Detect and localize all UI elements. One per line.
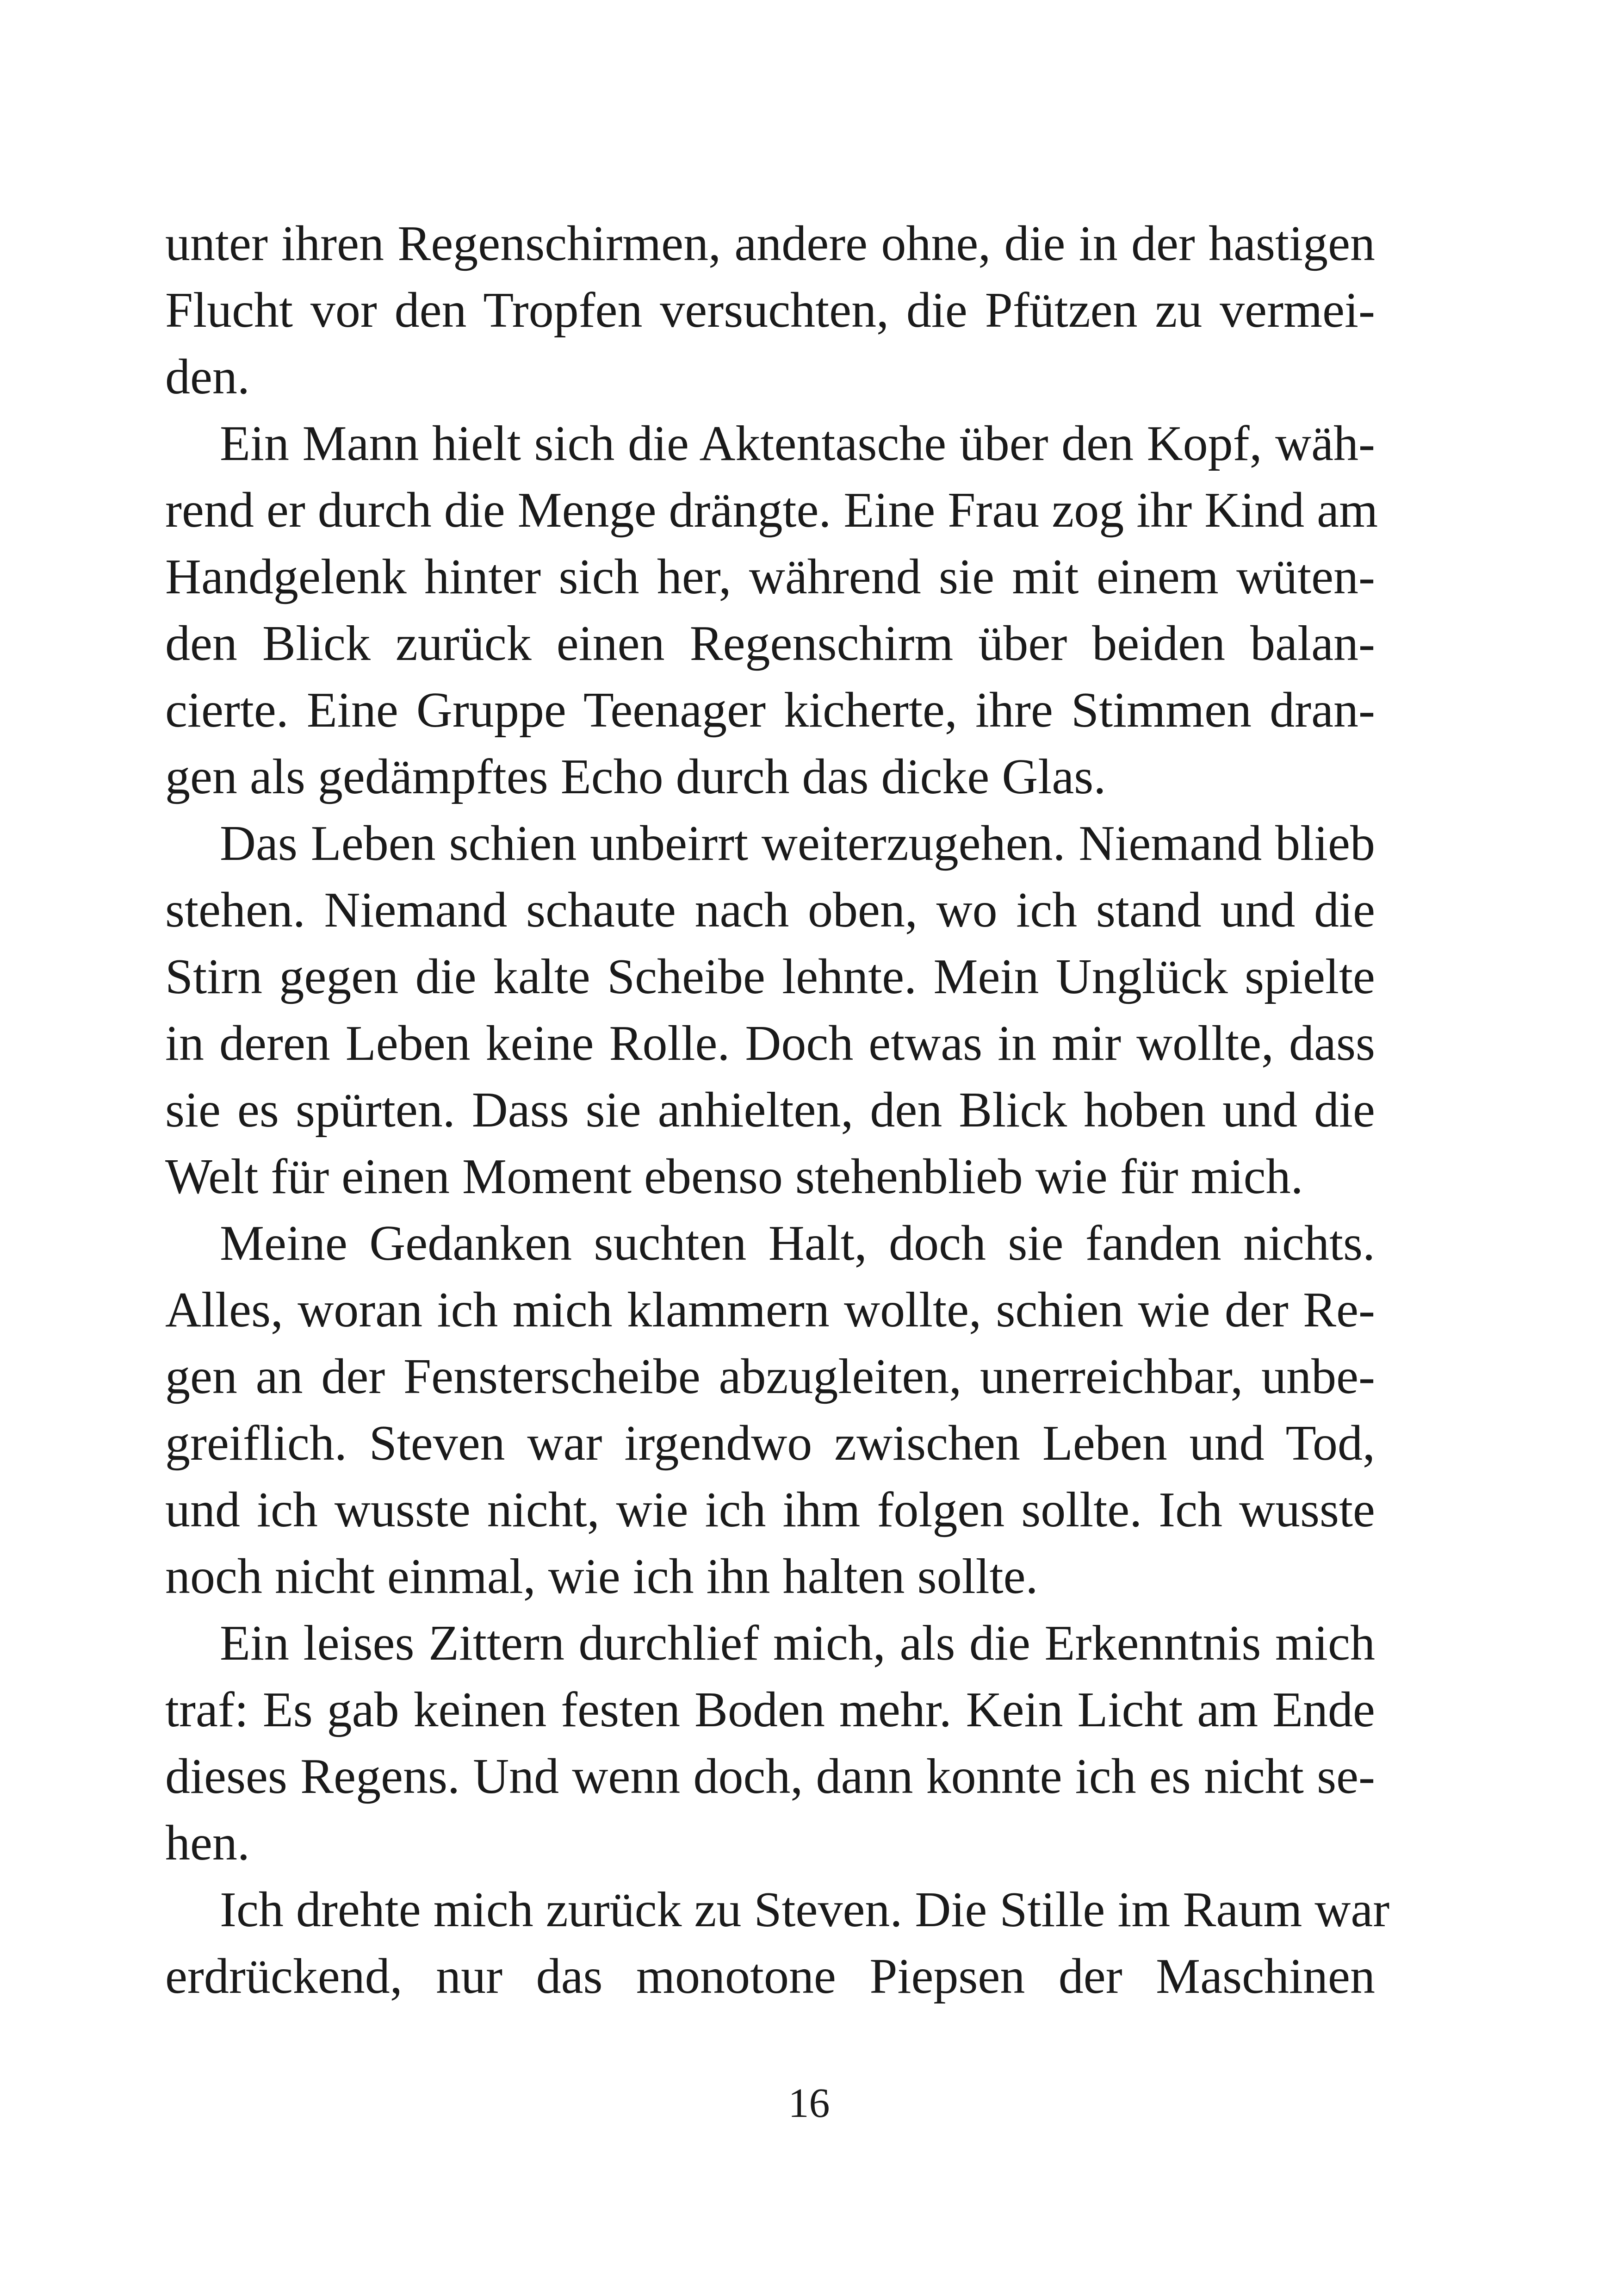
page-number: 16 — [788, 2080, 830, 2126]
text-line: Handgelenk hinter sich her, während sie mit einem wüten- — [165, 549, 1375, 604]
text-line: hen. — [165, 1816, 250, 1871]
text-line: greiflich. Steven war irgendwo zwischen Leben und Tod, — [165, 1416, 1375, 1471]
text-line: cierte. Eine Gruppe Teenager kicherte, ihre Stimmen dran- — [165, 683, 1375, 738]
text-line: Welt für einen Moment ebenso stehenblieb wie für mich. — [165, 1149, 1303, 1204]
body-text — [165, 211, 1390, 2010]
text-line: Das Leben schien unbeirrt weiterzugehen. Niemand blieb — [220, 816, 1375, 871]
text-line: Stirn gegen die kalte Scheibe lehnte. Mein Unglück spielte — [165, 949, 1375, 1004]
text-line: in deren Leben keine Rolle. Doch etwas in mir wollte, dass — [165, 1016, 1375, 1071]
text-line: gen an der Fensterscheibe abzugleiten, unerreichbar, unbe- — [165, 1349, 1375, 1404]
text-line: erdrückend, nur das monotone Piepsen der Maschinen — [165, 1949, 1375, 2004]
text-line: den Blick zurück einen Regenschirm über beiden balan- — [165, 616, 1375, 671]
text-line: stehen. Niemand schaute nach oben, wo ich stand und die — [165, 883, 1375, 938]
text-line: unter ihren Regenschirmen, andere ohne, die in der hastigen — [165, 216, 1375, 271]
text-line: noch nicht einmal, wie ich ihn halten sollte. — [165, 1549, 1038, 1604]
text-line: gen als gedämpftes Echo durch das dicke Glas. — [165, 749, 1106, 804]
text-line: den. — [165, 349, 250, 404]
text-line: dieses Regens. Und wenn doch, dann konnte ich es nicht se- — [165, 1749, 1375, 1804]
text-line: und ich wusste nicht, wie ich ihm folgen sollte. Ich wusste — [165, 1482, 1375, 1537]
text-line: traf: Es gab keinen festen Boden mehr. Kein Licht am Ende — [165, 1682, 1375, 1737]
text-line: Ein leises Zittern durchlief mich, als die Erkenntnis mich — [220, 1616, 1375, 1671]
text-line: sie es spürten. Dass sie anhielten, den Blick hoben und die — [165, 1083, 1375, 1138]
text-line: rend er durch die Menge drängte. Eine Frau zog ihr Kind am — [165, 483, 1378, 538]
text-line: Alles, woran ich mich klammern wollte, schien wie der Re- — [165, 1282, 1375, 1338]
text-line: Ein Mann hielt sich die Aktentasche über den Kopf, wäh- — [220, 416, 1375, 471]
text-line: Flucht vor den Tropfen versuchten, die Pfützen zu vermei- — [165, 283, 1375, 338]
text-line: Meine Gedanken suchten Halt, doch sie fanden nichts. — [220, 1216, 1375, 1271]
text-line: Ich drehte mich zurück zu Steven. Die Stille im Raum war — [220, 1882, 1390, 1937]
